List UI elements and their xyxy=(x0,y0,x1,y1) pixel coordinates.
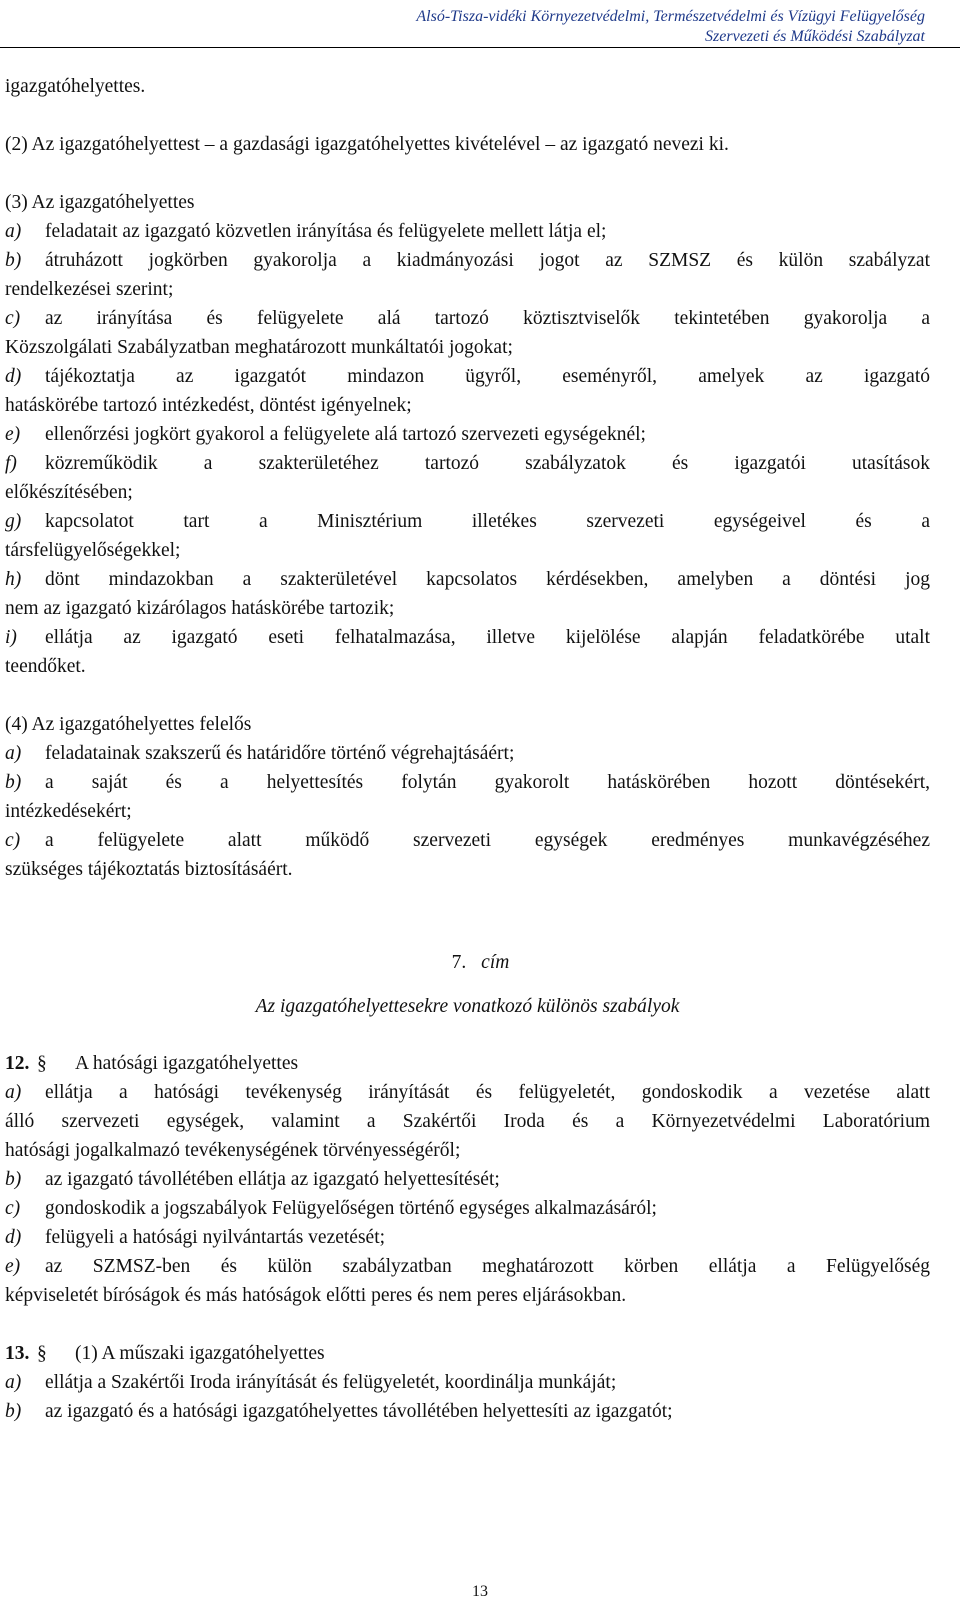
paragraph-3-intro: (3) Az igazgatóhelyettes xyxy=(5,192,195,213)
item-continuation: képviseletét bíróságok és más hatóságok előtti peres és nem peres eljárásokban. xyxy=(5,1285,627,1306)
section-mark: § xyxy=(37,1053,47,1074)
list-item xyxy=(5,1165,930,1194)
title-label: cím xyxy=(481,952,510,973)
document-body xyxy=(5,68,930,1426)
list-item xyxy=(5,739,930,768)
item-letter: h) xyxy=(5,569,22,590)
list-item xyxy=(5,768,930,797)
list-item xyxy=(5,449,930,478)
item-continuation: intézkedésekért; xyxy=(5,801,132,822)
section-number: 13. xyxy=(5,1343,30,1364)
list-item xyxy=(5,1078,930,1107)
item-continuation: előkészítésében; xyxy=(5,482,133,503)
item-continuation: Közszolgálati Szabályzatban meghatározott munkáltatói jogokat; xyxy=(5,337,513,358)
item-letter: b) xyxy=(5,772,22,793)
item-text: az igazgató és a hatósági igazgatóhelyettes távollétében helyettesíti az igazgatót; xyxy=(45,1401,673,1422)
item-letter: c) xyxy=(5,830,21,851)
item-text: felügyeli a hatósági nyilvántartás vezetését; xyxy=(45,1227,386,1248)
item-letter: a) xyxy=(5,743,22,764)
page-header xyxy=(0,0,960,48)
list-item xyxy=(5,1194,930,1223)
section-title: (1) A műszaki igazgatóhelyettes xyxy=(75,1343,325,1364)
item-letter: i) xyxy=(5,627,17,648)
item-letter: d) xyxy=(5,366,22,387)
item-letter: g) xyxy=(5,511,22,532)
item-text: ellenőrzési jogkört gyakorol a felügyelete alá tartozó szervezeti egységeknél; xyxy=(45,424,646,445)
list-item xyxy=(5,362,930,391)
item-continuation: nem az igazgató kizárólagos hatáskörébe tartozik; xyxy=(5,598,395,619)
item-continuation: hatáskörébe tartozó intézkedést, döntést igényelnek; xyxy=(5,395,412,416)
item-continuation: álló szervezeti egységek, valamint a Szakértői Iroda és a Környezetvédelmi Laboratórium xyxy=(5,1111,930,1132)
section-mark: § xyxy=(37,1343,47,1364)
item-continuation: szükséges tájékoztatás biztosításáért. xyxy=(5,859,293,880)
list-item xyxy=(5,826,930,855)
item-continuation: rendelkezései szerint; xyxy=(5,279,174,300)
list-item xyxy=(5,507,930,536)
section-13-heading xyxy=(5,1339,930,1368)
list-item xyxy=(5,304,930,333)
item-text: ellátja a hatósági tevékenység irányítását és felügyeletét, gondoskodik a vezetése alatt xyxy=(45,1082,930,1103)
item-text: gondoskodik a jogszabályok Felügyelőségen történő egységes alkalmazásáról; xyxy=(45,1198,657,1219)
title-heading xyxy=(31,924,930,977)
item-text: átruházott jogkörben gyakorolja a kiadmányozási jogot az SZMSZ és külön szabályzat xyxy=(45,250,930,271)
item-text: feladatait az igazgató közvetlen irányítása és felügyelete mellett látja el; xyxy=(45,221,607,242)
item-text: az SZMSZ-ben és külön szabályzatban meghatározott körben ellátja a Felügyelőség xyxy=(45,1256,930,1277)
item-text: a felügyelete alatt működő szervezeti egységek eredményes munkavégzéséhez xyxy=(45,830,930,851)
item-continuation: teendőket. xyxy=(5,656,86,677)
item-text: tájékoztatja az igazgatót mindazon ügyről, eseményről, amelyek az igazgató xyxy=(45,366,930,387)
list-item xyxy=(5,565,930,594)
list-item xyxy=(5,217,930,246)
section-number: 12. xyxy=(5,1053,30,1074)
list-item xyxy=(5,1397,930,1426)
page-number: 13 xyxy=(472,1583,488,1600)
item-text: kapcsolatot tart a Minisztérium illetékes szervezeti egységeivel és a xyxy=(45,511,930,532)
item-text: az irányítása és felügyelete alá tartozó köztisztviselők tekintetében gyakorolja a xyxy=(45,308,930,329)
item-letter: b) xyxy=(5,1401,22,1422)
item-letter: c) xyxy=(5,1198,21,1219)
paragraph-4-intro: (4) Az igazgatóhelyettes felelős xyxy=(5,714,252,735)
list-item xyxy=(5,246,930,275)
item-text: az igazgató távollétében ellátja az igazgató helyettesítését; xyxy=(45,1169,500,1190)
section-12-heading xyxy=(5,1049,930,1078)
item-text: ellátja a Szakértői Iroda irányítását és felügyeletét, koordinálja munkáját; xyxy=(45,1372,617,1393)
header-document-title: Szervezeti és Működési Szabályzat xyxy=(705,28,925,45)
item-letter: d) xyxy=(5,1227,22,1248)
item-letter: a) xyxy=(5,1372,22,1393)
paragraph-2: (2) Az igazgatóhelyettest – a gazdasági igazgatóhelyettes kivételével – az igazgató nevezi ki. xyxy=(5,134,729,155)
header-organization: Alsó-Tisza-vidéki Környezetvédelmi, Természetvédelmi és Vízügyi Felügyelőség xyxy=(416,8,925,25)
item-text: ellátja az igazgató eseti felhatalmazása, illetve kijelölése alapján feladatkörébe utalt xyxy=(45,627,930,648)
list-item xyxy=(5,623,930,652)
item-text: feladatainak szakszerű és határidőre történő végrehajtásáért; xyxy=(45,743,515,764)
item-letter: e) xyxy=(5,424,21,445)
item-letter: a) xyxy=(5,221,22,242)
list-item xyxy=(5,1368,930,1397)
item-letter: e) xyxy=(5,1256,21,1277)
item-letter: f) xyxy=(5,453,17,474)
title-subtitle: Az igazgatóhelyettesekre vonatkozó különös szabályok xyxy=(255,996,680,1017)
list-item xyxy=(5,1223,930,1252)
item-letter: a) xyxy=(5,1082,22,1103)
item-letter: b) xyxy=(5,1169,22,1190)
item-text: közreműködik a szakterületéhez tartozó szabályzatok és igazgatói utasítások xyxy=(45,453,930,474)
list-item xyxy=(5,420,930,449)
item-text: dönt mindazokban a szakterületével kapcsolatos kérdésekben, amelyben a döntési jog xyxy=(45,569,930,590)
item-text: a saját és a helyettesítés folytán gyakorolt hatáskörében hozott döntésekért, xyxy=(45,772,930,793)
item-letter: b) xyxy=(5,250,22,271)
continued-text: igazgatóhelyettes. xyxy=(5,76,146,97)
item-letter: c) xyxy=(5,308,21,329)
item-continuation: hatósági jogalkalmazó tevékenységének törvényességéről; xyxy=(5,1140,461,1161)
section-title: A hatósági igazgatóhelyettes xyxy=(75,1053,299,1074)
title-number: 7. xyxy=(451,952,467,973)
item-continuation: társfelügyelőségekkel; xyxy=(5,540,181,561)
list-item xyxy=(5,1252,930,1281)
